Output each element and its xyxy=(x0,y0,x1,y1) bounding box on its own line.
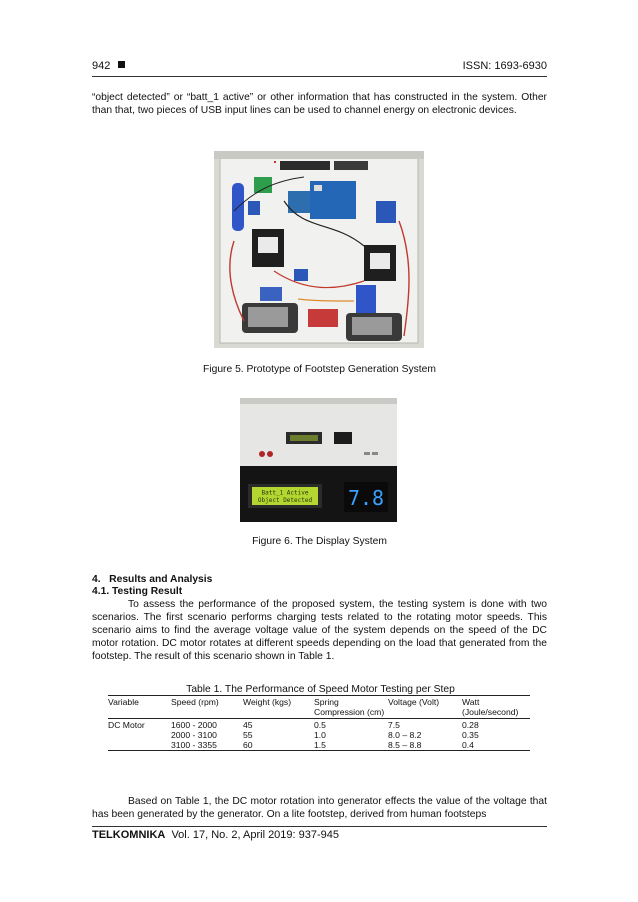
table-cell: 3100 - 3355 xyxy=(171,740,217,750)
table-cell: 0.4 xyxy=(462,740,474,750)
square-bullet-icon xyxy=(118,61,125,68)
intro-paragraph: “object detected” or “batt_1 active” or other information that has constructed in the system. Other than that, two pieces of USB input lines can be used to channel energy on electronic devices. xyxy=(92,92,547,116)
col-watt: Watt (Joule/second) xyxy=(462,697,519,717)
table-cell: 60 xyxy=(243,740,253,750)
figure-5-caption: Figure 5. Prototype of Footstep Generation System xyxy=(203,364,436,375)
page-number: 942 xyxy=(92,60,125,72)
analysis-paragraph: Based on Table 1, the DC motor rotation into generator effects the value of the voltage that has been generated by the generator. On a lite footstep, derived from human footsteps xyxy=(92,796,547,820)
table-cell: 1.0 xyxy=(314,730,326,740)
table-cell: 0.5 xyxy=(314,720,326,730)
table-cell xyxy=(108,730,171,740)
table-cell: 1600 - 2000 xyxy=(171,720,217,730)
table-1-caption: Table 1. The Performance of Speed Motor Testing per Step xyxy=(186,684,455,695)
col-variable: Variable xyxy=(108,697,139,707)
lcd-line-2: Object Detected xyxy=(257,497,313,504)
table-row xyxy=(108,730,530,740)
table-cell: 55 xyxy=(243,730,253,740)
journal-citation: Vol. 17, No. 2, April 2019: 937-945 xyxy=(171,829,340,841)
table-header-row xyxy=(108,696,530,719)
table-cell xyxy=(108,740,171,751)
header-rule xyxy=(92,76,547,77)
table-1 xyxy=(108,695,530,751)
subsection-heading: 4.1. Testing Result xyxy=(92,586,183,597)
figure-5-photo xyxy=(214,151,424,348)
testing-paragraph: To assess the performance of the proposed system, the testing system is done with two scenarios. The first scenario performs charging tests related to the rotating motor speeds. This scenario aims to find the average voltage value of the system depends on the speed of the DC motor rotation. DC motor rotates at different speeds depending on the load that generated from the footstep. The result of this scenario shown in Table 1. xyxy=(92,599,547,662)
lcd-line-1: Batt_1 Active xyxy=(261,489,309,497)
seven-segment-display: 7.8 xyxy=(347,486,385,510)
table-cell: 45 xyxy=(243,720,253,730)
table-cell: DC Motor xyxy=(108,720,145,730)
section-heading: 4. Results and Analysis xyxy=(92,574,213,585)
journal-name: TELKOMNIKA xyxy=(92,829,166,841)
table-cell: 1.5 xyxy=(314,740,326,750)
table-cell: 0.35 xyxy=(462,730,479,740)
col-spring-compression: Spring Compression (cm) xyxy=(314,697,385,717)
figure-6-photo xyxy=(240,398,397,522)
col-weight: Weight (kgs) xyxy=(243,697,292,707)
page-footer xyxy=(92,829,339,841)
table-row xyxy=(108,740,530,751)
table-cell: 0.28 xyxy=(462,720,479,730)
issn: ISSN: 1693-6930 xyxy=(462,60,547,72)
table-cell: 2000 - 3100 xyxy=(171,730,217,740)
col-speed: Speed (rpm) xyxy=(171,697,219,707)
footer-rule xyxy=(92,826,547,827)
col-voltage: Voltage (Volt) xyxy=(388,697,440,707)
table-cell: 8.5 – 8.8 xyxy=(388,740,422,750)
table-cell: 7.5 xyxy=(388,720,400,730)
figure-6-caption: Figure 6. The Display System xyxy=(252,536,387,547)
table-row xyxy=(108,719,530,731)
table-cell: 8.0 – 8.2 xyxy=(388,730,422,740)
